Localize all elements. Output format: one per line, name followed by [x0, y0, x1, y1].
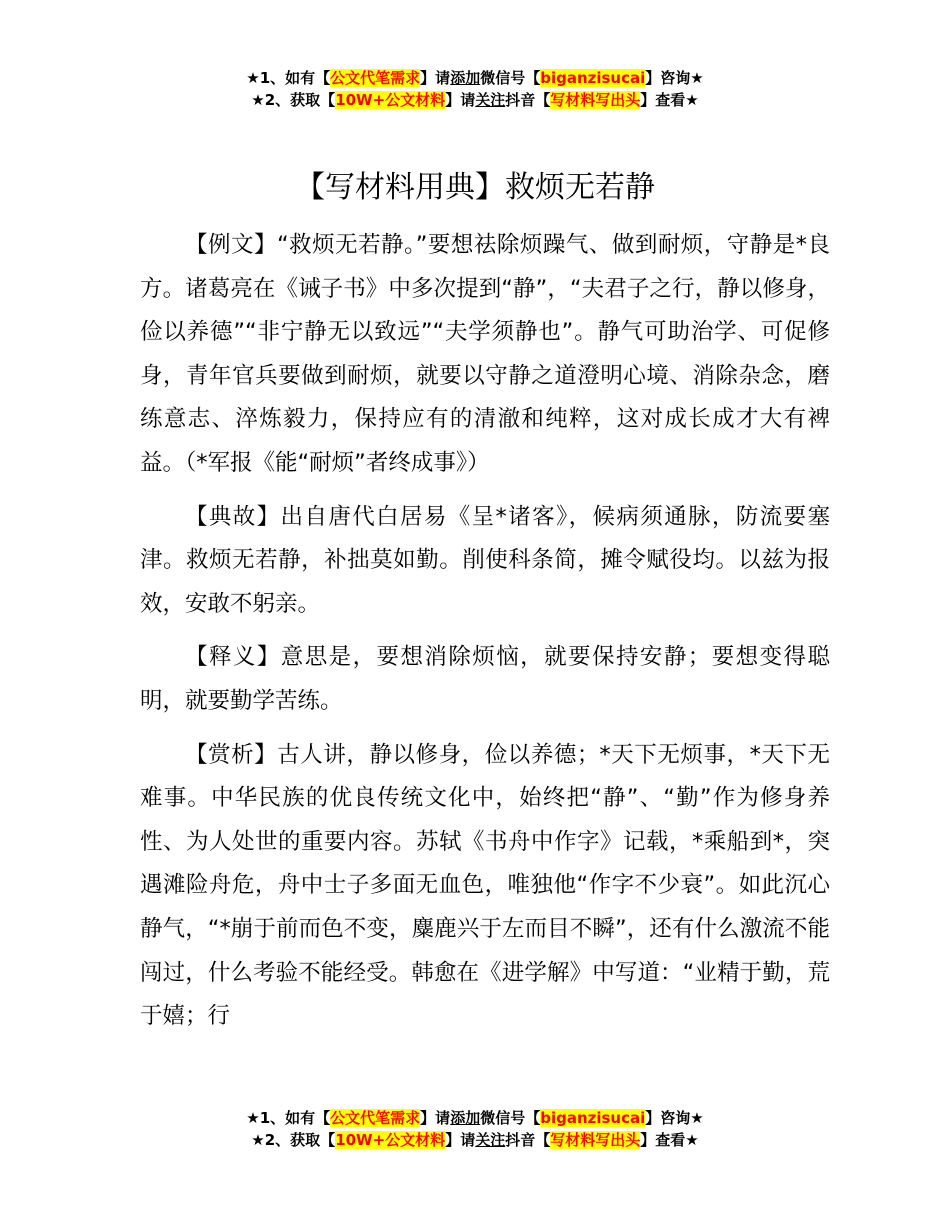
underlined-text: 关注	[475, 1131, 506, 1149]
highlight-douyin-account: 写材料写出头	[550, 1131, 641, 1149]
footer-banner-line-2	[0, 1129, 950, 1151]
header-banner-line-1	[0, 67, 950, 89]
underlined-text: 添加	[450, 69, 481, 87]
paragraph-allusion: 【典故】出自唐代白居易《呈*诸客》，候病须通脉，防流要塞津。救烦无若静，补拙莫如勤。削使科条简，摊令赋役均。以兹为报效，安敢不躬亲。	[140, 503, 830, 617]
footer-banner-line-1	[0, 1107, 950, 1129]
banner-text: ★1、如有【	[246, 1109, 331, 1127]
highlight-wechat-id: biganzisucai	[540, 1109, 646, 1127]
header-banner	[0, 67, 950, 111]
banner-text: 】查看★	[640, 91, 699, 109]
paragraph-example: 【例文】“救烦无若静。”要想祛除烦躁气、做到耐烦，守静是*良方。诸葛亮在《诫子书》中多次提到“静”，“夫君子之行，静以修身，俭以养德”“非宁静无以致远”“夫学须静也”。静气可助治学、可促修身，青年官兵要做到耐烦，就要以守静之道澄明心境、消除杂念，磨练意志、淬炼毅力，保持应有的清澈和纯粹，这对成长成才大有裨益。（*军报《能“耐烦”者终成事》）	[140, 232, 830, 476]
banner-text: 抖音【	[505, 1131, 551, 1149]
banner-text: ★2、获取【	[251, 1131, 336, 1149]
banner-text: ★1、如有【	[246, 69, 331, 87]
document-body	[140, 224, 830, 1049]
banner-text: 】请	[420, 1109, 451, 1127]
banner-text: 】请	[420, 69, 451, 87]
banner-text: ★2、获取【	[251, 91, 336, 109]
highlight-service-text: 公文代笔需求	[330, 1109, 421, 1127]
banner-text: 】咨询★	[645, 1109, 704, 1127]
banner-text: 】查看★	[640, 1131, 699, 1149]
header-banner-line-2	[0, 89, 950, 111]
banner-text: 】咨询★	[645, 69, 704, 87]
document-title: 【写材料用典】救烦无若静	[295, 170, 655, 205]
paragraph-meaning: 【释义】意思是，要想消除烦恼，就要保持安静；要想变得聪明，就要勤学苦练。	[140, 644, 830, 714]
banner-text: 】请	[445, 1131, 476, 1149]
banner-text: 微信号【	[480, 1109, 541, 1127]
footer-banner	[0, 1107, 950, 1151]
banner-text: 微信号【	[480, 69, 541, 87]
paragraph-appreciation: 【赏析】古人讲，静以修身，俭以养德；*天下无烦事，*天下无难事。中华民族的优良传统文化中，始终把“静”、“勤”作为修身养性、为人处世的重要内容。苏轼《书舟中作字》记载，*乘船到*，突遇滩险舟危，舟中士子多面无血色，唯独他“作字不少衰”。如此沉心静气，“*崩于前而色不变，麋鹿兴于左而目不瞬”，还有什么激流不能闯过，什么考验不能经受。韩愈在《进学解》中写道：“业精于勤，荒于嬉；行	[140, 741, 830, 1030]
banner-text: 】请	[445, 91, 476, 109]
highlight-douyin-account: 写材料写出头	[550, 91, 641, 109]
underlined-text: 关注	[475, 91, 506, 109]
highlight-service-text: 公文代笔需求	[330, 69, 421, 87]
highlight-materials-text: 10W+公文材料	[335, 91, 446, 109]
underlined-text: 添加	[450, 1109, 481, 1127]
highlight-wechat-id: biganzisucai	[540, 69, 646, 87]
banner-text: 抖音【	[505, 91, 551, 109]
highlight-materials-text: 10W+公文材料	[335, 1131, 446, 1149]
